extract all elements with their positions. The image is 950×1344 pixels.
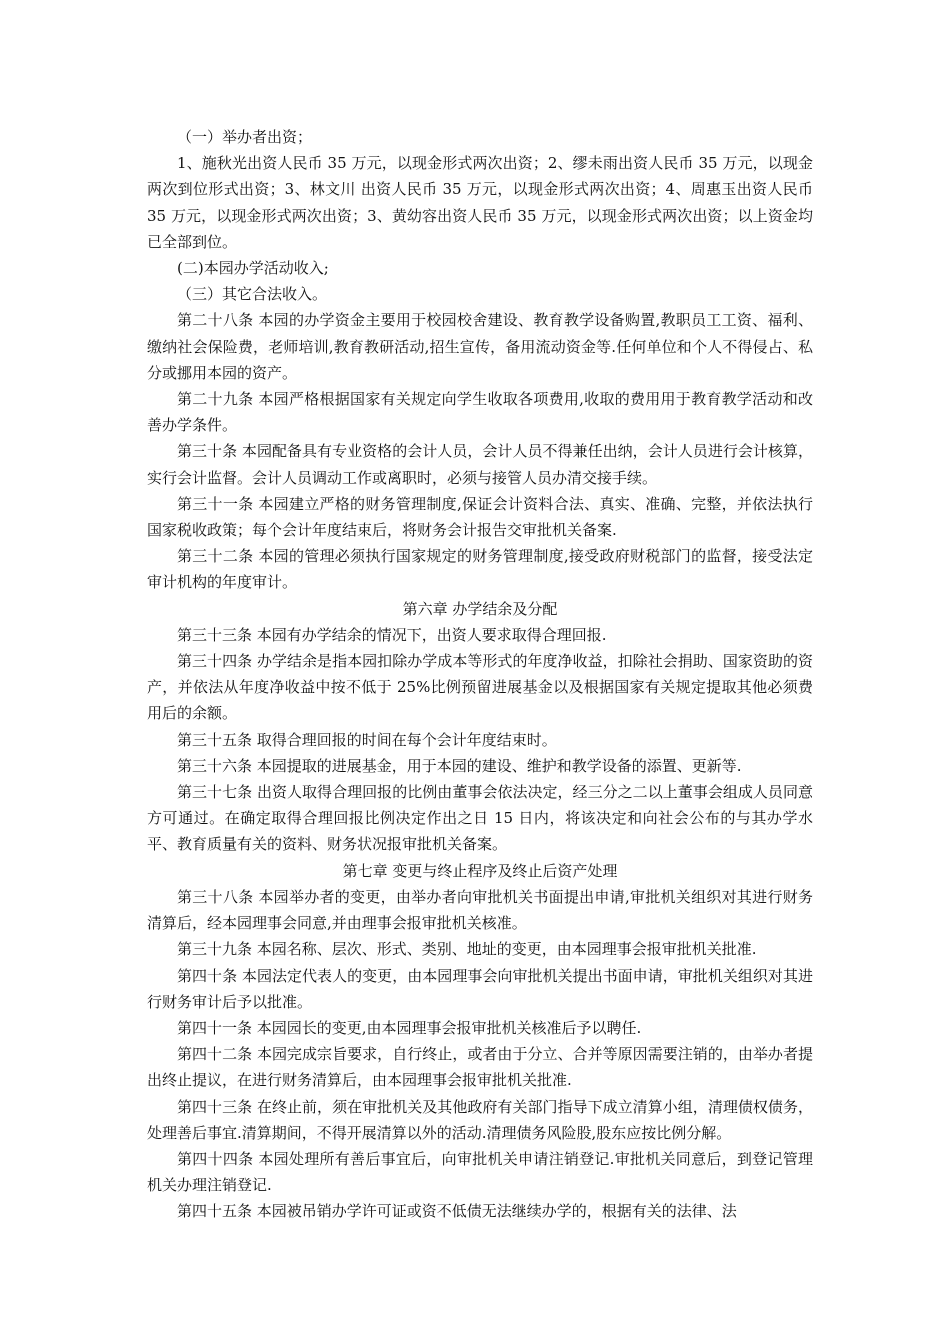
chapter-6-heading: 第六章 办学结余及分配 — [402, 599, 558, 618]
document-page — [147, 124, 813, 1225]
paragraph: (二)本园办学活动收入; — [177, 259, 329, 278]
article-35: 第三十五条 取得合理回报的时间在每个会计年度结束时。 — [177, 730, 557, 749]
article-38: 第三十八条 本园举办者的变更，由举办者向审批机关书面提出申请,审批机关组织对其进行财务清算后，经本园理事会同意,并由理事会报审批机关核准。 — [147, 887, 813, 933]
article-37: 第三十七条 出资人取得合理回报的比例由董事会依法决定，经三分之二以上董事会组成人员同意方可通过。在确定取得合理回报比例决定作出之日 15 日内，将该决定和向社会公布的与其办学水平、教育质量有关的资料、财务状况报审批机关备案。 — [147, 783, 813, 854]
article-32: 第三十二条 本园的管理必须执行国家规定的财务管理制度,接受政府财税部门的监督，接受法定审计机构的年度审计。 — [147, 547, 813, 592]
article-42: 第四十二条 本园完成宗旨要求，自行终止，或者由于分立、合并等原因需要注销的，由举办者提出终止提议，在进行财务清算后，由本园理事会报审批机关批准. — [147, 1045, 813, 1090]
paragraph: （一）举办者出资； — [177, 128, 313, 146]
article-44: 第四十四条 本园处理所有善后事宜后，向审批机关申请注销登记.审批机关同意后，到登记管理机关办理注销登记. — [147, 1149, 813, 1195]
article-29: 第二十九条 本园严格根据国家有关规定向学生收取各项费用,收取的费用用于教育教学活动和改善办学条件。 — [147, 390, 813, 435]
article-31: 第三十一条 本园建立严格的财务管理制度,保证会计资料合法、真实、准确、完整，并依法执行国家税收政策；每个会计年度结束后，将财务会计报告交审批机关备案. — [147, 494, 813, 540]
article-36: 第三十六条 本园提取的进展基金，用于本园的建设、维护和教学设备的添置、更新等. — [177, 756, 742, 775]
article-33: 第三十三条 本园有办学结余的情况下，出资人要求取得合理回报. — [177, 625, 607, 644]
article-30: 第三十条 本园配备具有专业资格的会计人员，会计人员不得兼任出纳，会计人员进行会计核算，实行会计监督。会计人员调动工作或离职时，必须与接管人员办清交接手续。 — [147, 442, 813, 487]
article-43: 第四十三条 在终止前，须在审批机关及其他政府有关部门指导下成立清算小组，清理债权债务，处理善后事宜.清算期间，不得开展清算以外的活动.清理债务风险股,股东应按比例分解。 — [147, 1097, 813, 1142]
article-28: 第二十八条 本园的办学资金主要用于校园校舍建设、教育教学设备购置,教职员工工资、福利、缴纳社会保险费，老师培训,教育教研活动,招生宣传，备用流动资金等.任何单位和个人不得侵占、私分或挪用本园的资产。 — [147, 311, 813, 382]
article-45: 第四十五条 本园被吊销办学许可证或资不低债无法继续办学的，根据有关的法律、法 — [177, 1202, 737, 1221]
chapter-7-heading: 第七章 变更与终止程序及终止后资产处理 — [342, 861, 618, 880]
article-39: 第三十九条 本园名称、层次、形式、类别、地址的变更，由本园理事会报审批机关批准. — [177, 940, 757, 959]
article-34: 第三十四条 办学结余是指本园扣除办学成本等形式的年度净收益，扣除社会捐助、国家资助的资产，并依法从年度净收益中按不低于 25%比例预留进展基金以及根据国家有关规定提取其他必须费用后的余额。 — [147, 652, 813, 723]
paragraph: （三）其它合法收入。 — [177, 285, 328, 304]
article-41: 第四十一条 本园园长的变更,由本园理事会报审批机关核准后予以聘任. — [177, 1018, 642, 1037]
article-40: 第四十条 本园法定代表人的变更，由本园理事会向审批机关提出书面申请，审批机关组织对其进行财务审计后予以批准。 — [147, 966, 813, 1011]
paragraph: 1、施秋光出资人民币 35 万元，以现金形式两次出资；2、缪未雨出资人民币 35 万元，以现金两次到位形式出资；3、林文川 出资人民币 35 万元，以现金形式两次出资；4、周惠玉出资人民币 35 万元，以现金形式两次出资；3、黄幼容出资人民币 35 万元，以现金形式两次出资；以上资金均已全部到位。 — [147, 154, 813, 251]
